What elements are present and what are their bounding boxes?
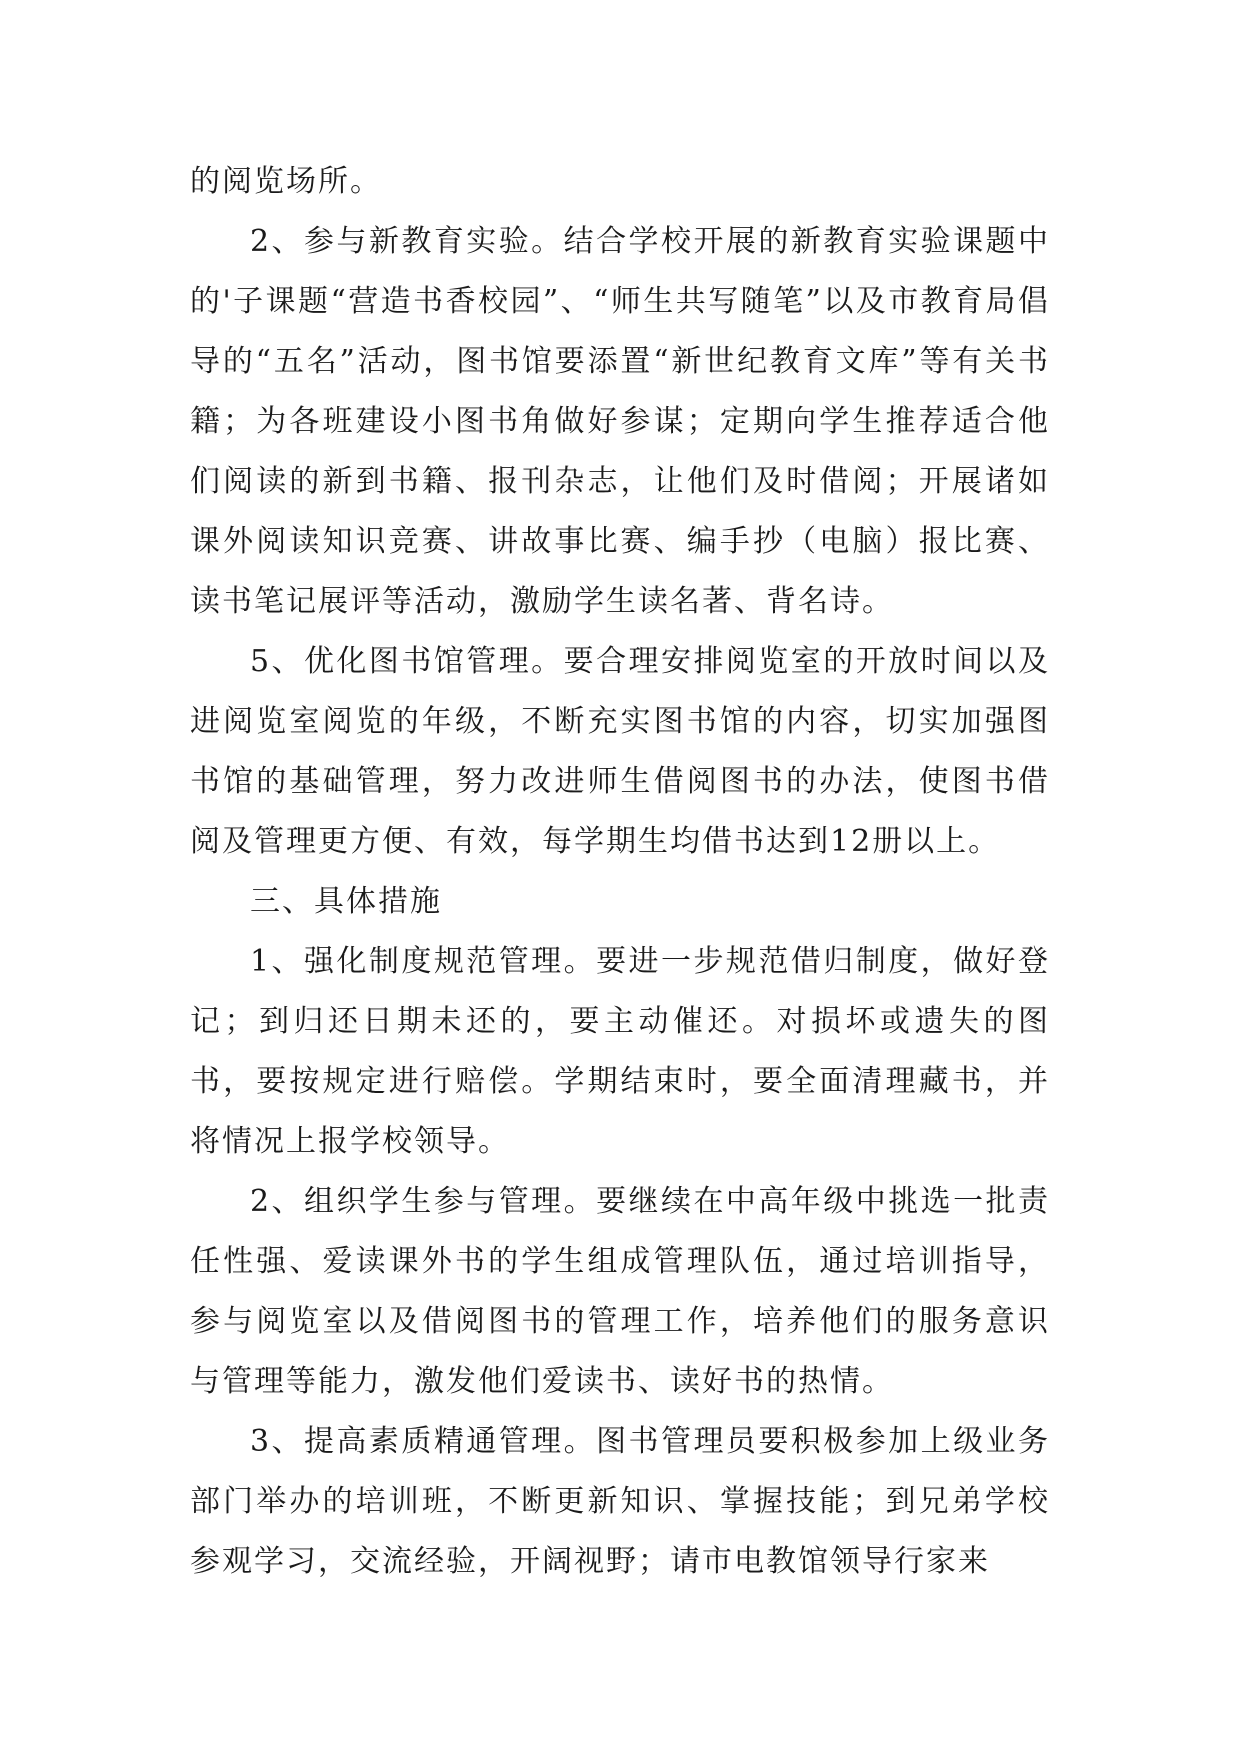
paragraph-student-participation: 2、组织学生参与管理。要继续在中高年级中挑选一批责任性强、爱读课外书的学生组成管理队伍，通过培训指导，参与阅览室以及借阅图书的管理工作，培养他们的服务意识与管理等能力，激发他们爱读书、读好书的热情。 — [190, 1184, 1050, 1399]
paragraph-new-education-experiment: 2、参与新教育实验。结合学校开展的新教育实验课题中的'子课题“营造书香校园”、“师生共写随笔”以及市教育局倡导的“五名”活动，图书馆要添置“新世纪教育文库”等有关书籍；为各班建设小图书角做好参谋；定期向学生推荐适合他们阅读的新到书籍、报刊杂志，让他们及时借阅；开展诸如课外阅读知识竞赛、讲故事比赛、编手抄（电脑）报比赛、读书笔记展评等活动，激励学生读名著、背名诗。 — [190, 224, 1050, 619]
document-body — [190, 152, 1050, 1592]
paragraph-continuation: 的阅览场所。 — [190, 164, 382, 199]
section-heading-measures: 三、具体措施 — [250, 884, 442, 919]
paragraph-library-management: 5、优化图书馆管理。要合理安排阅览室的开放时间以及进阅览室阅览的年级，不断充实图书馆的内容，切实加强图书馆的基础管理，努力改进师生借阅图书的办法，使图书借阅及管理更方便、有效，每学期生均借书达到12册以上。 — [190, 644, 1050, 859]
paragraph-quality-improvement: 3、提高素质精通管理。图书管理员要积极参加上级业务部门举办的培训班，不断更新知识、掌握技能；到兄弟学校参观学习，交流经验，开阔视野；请市电教馆领导行家来 — [190, 1424, 1050, 1579]
paragraph-system-regulation: 1、强化制度规范管理。要进一步规范借归制度，做好登记；到归还日期未还的，要主动催还。对损坏或遗失的图书，要按规定进行赔偿。学期结束时，要全面清理藏书，并将情况上报学校领导。 — [190, 944, 1050, 1159]
